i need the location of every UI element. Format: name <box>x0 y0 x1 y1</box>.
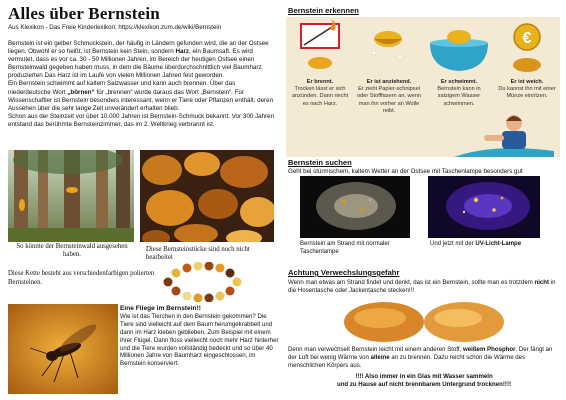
intro-paragraph-2: Ein Bernstein schwimmt auf kaltem Salzwasser und kann auch brennen. Über das niederdeutsche Wort „börnen“ für „brennen“ wurde daraus das Wort „Bernstein“. Für Wissenschaftler ist Bernstein besonders interessant, wenn er Tiere oder Pflanzen enthält, deren Aussehen über die sehr lange Zeit unverändert erhalten blieb. <box>8 80 274 112</box>
search-text: Geht bei stürmischem, kaltem Wetter an der Ostsee mit Taschenlampe besonders gut <box>288 168 523 175</box>
recognize-heading: Bernstein erkennen <box>288 6 359 15</box>
recognize-item-burns <box>286 17 354 157</box>
boernen-word: „börnen“ <box>67 88 95 96</box>
fly-heading: Eine Fliege im Bernstein!! <box>120 305 201 312</box>
swims-title: Er schwimmt. <box>440 79 478 85</box>
burns-title: Er brennt. <box>306 79 334 85</box>
search-heading: Bernstein suchen <box>288 158 352 167</box>
intro-paragraph-1: Bernstein ist ein gelber Schmuckstein, der häufig in Ländern gefunden wird, die an der Ostsee liegen. Obwohl er so heißt, ist Bernstein kein Stein, sondern Harz, ein Baumsaft. Es wird vermutet, dass es vor ca. 30 - 50 Millionen Jahren, im Bereich der heutigen Ostsee einen Bernsteinwald gegeben haben muss, in dem die Bäume überdurchschnittlich viel Baumharz produzierten Das Harz ist im Laufe von vielen Millionen Jahren fest geworden. <box>8 40 269 80</box>
forest-caption: So könnte der Bernsteinwald ausgesehen haben. <box>16 243 128 258</box>
phosphor-lookalike-image <box>340 296 508 344</box>
swims-text: Bernstein kann in salzigem Wasser schwimmen. <box>437 86 481 107</box>
burns-text: Trocken lässt er sich anzünden. Dann riecht es nach Harz. <box>291 86 349 107</box>
soft-title: Er ist weich. <box>510 79 544 85</box>
recognize-panel <box>286 17 560 157</box>
warning-heading: Achtung Verwechslungsgefahr <box>288 268 400 277</box>
page-title: Alles über Bernstein <box>8 4 160 23</box>
uv-caption: Und jetzt mit der UV-Licht-Lampe <box>430 241 522 247</box>
phosphor-text: Denn man verwechselt Bernstein leicht mit einem anderen Stoff, weißem Phosphor. Der fängt an der Luft bei wenig Wärme von alleine an zu brennen. Dazu reicht schon die Wärme des menschlichen Körpers aus. <box>288 346 553 369</box>
attractive-title: Er ist anziehend. <box>366 79 412 85</box>
source-line: Aus Klexikon - Das Freie Kinderlexikon; https://klexikon.zum.de/wiki/Bernstein <box>8 24 222 31</box>
recognize-item-attractive <box>354 17 424 157</box>
beach-uv-image <box>428 176 540 238</box>
fly-in-amber-image <box>8 304 118 394</box>
amber-necklace-image <box>160 262 244 302</box>
intro-paragraph-3: Schon aus der Steinzeit vor über 10.000 Jahren ist Bernstein-Schmuck bekannt. Vor 300 Jahren entstand das berühmte Bernsteinzimmer, das im 2. Weltkrieg verbrannt ist. <box>8 112 275 128</box>
harz-word: Harz <box>175 48 189 56</box>
attractive-text: Er zieht Papier-schnipsel oder Stofffasern an, wenn man ihn vorher an Wolle reibt. <box>357 86 421 114</box>
fly-body: Wie ist das Tierchen in den Bernstein gekommen? Die Tiere sind vielleicht auf dem Baum herumgekrabbelt und dann im Harz kleben geblieben. Zum Beispiel mit einem ihrer Flügel. Dann floss vielleicht noch mehr Harz hinterher und die Tiere wurden vollständig bedeckt und so über 40 Millionen Jahre von Baumharz eingeschlossen, im Bernstein konserviert. <box>120 312 279 368</box>
beach-flashlight-image <box>300 176 410 238</box>
coin-icon <box>494 17 560 77</box>
child-illustration <box>454 113 554 157</box>
final-warning: !!!! Also immer in ein Glas mit Wasser sammeln und zu Hause auf nicht brennbarem Untergrund trocknen!!!! <box>336 373 512 388</box>
warning-text: Wenn man etwas am Strand findet und denkt, das ist ein Bernstein, sollte man es trotzdem nicht in die Hosentasche oder Jackentasche stecken!!! <box>288 279 556 294</box>
beach-caption: Bernstein am Strand mit normaler Taschenlampe <box>300 241 390 255</box>
amber-forest-image <box>8 150 134 242</box>
fire-icon <box>286 17 354 77</box>
soft-text: Du kannst ihn mit einer Münze einritzen. <box>498 86 556 100</box>
svg-text:€: € <box>522 30 532 47</box>
fly-text <box>120 305 280 368</box>
water-bowl-icon <box>424 17 494 77</box>
necklace-caption: Diese Kette besteht aus verschiedenfarbigen polierten Bernsteinen. <box>8 270 155 286</box>
amber-rub-icon <box>354 17 424 77</box>
stones-caption: Diese Bernsteinstücke sind noch nicht bearbeitet <box>146 246 250 261</box>
intro-text <box>8 40 278 129</box>
raw-amber-stones-image <box>140 150 274 242</box>
